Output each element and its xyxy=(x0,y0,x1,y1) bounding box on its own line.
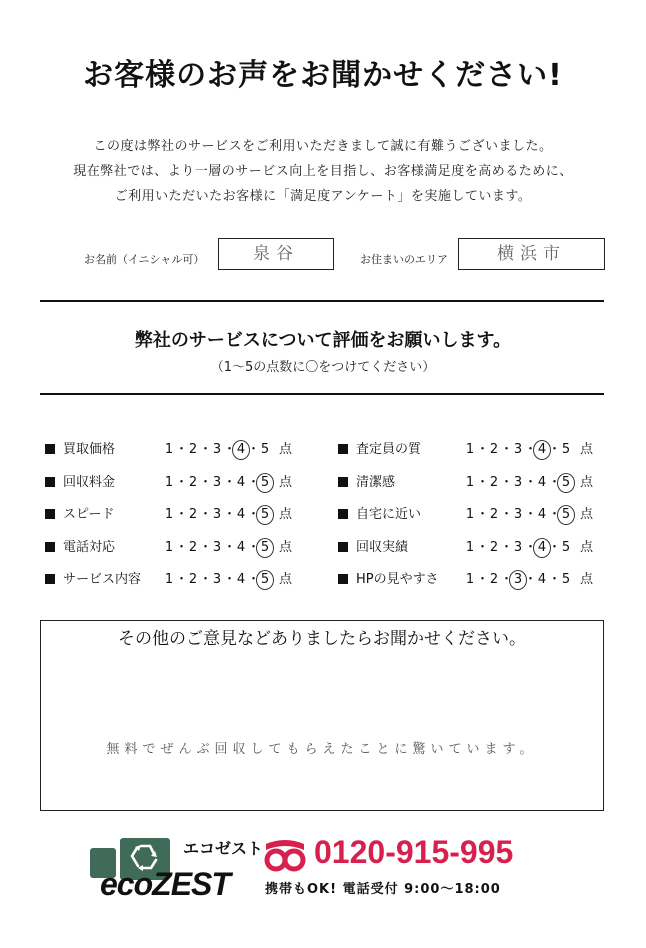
rating-label-text: 査定員の質 xyxy=(356,442,422,457)
scale-separator: ・ xyxy=(476,539,490,555)
scale-separator: ・ xyxy=(247,539,261,555)
scale-separator: ・ xyxy=(175,539,189,555)
rating-row xyxy=(338,568,598,588)
score-option[interactable]: 4 xyxy=(236,507,246,522)
name-value: 泉谷 xyxy=(253,244,299,264)
scale-separator: ・ xyxy=(500,507,514,522)
scale-separator: ・ xyxy=(199,507,213,522)
bullet-square-icon xyxy=(338,509,348,519)
comment-prompt: その他のご意見などありましたらお聞かせください。 xyxy=(118,629,526,649)
score-option-selected[interactable]: 3 xyxy=(513,572,523,587)
score-option[interactable]: 1 xyxy=(164,572,174,587)
score-unit: 点 xyxy=(279,572,293,587)
rating-row xyxy=(338,438,598,458)
rating-label-text: 清潔感 xyxy=(356,474,396,490)
score-option[interactable]: 3 xyxy=(212,474,222,490)
brand-name-jp: エコゼスト xyxy=(183,839,264,858)
scale-separator: ・ xyxy=(548,442,562,457)
scale-separator: ・ xyxy=(175,572,189,587)
reception-hours: 携帯もOK! 電話受付 9:00〜18:00 xyxy=(265,882,501,897)
scale-separator: ・ xyxy=(247,474,261,490)
name-label: お名前（イニシャル可） xyxy=(84,253,205,266)
rating-label xyxy=(338,471,395,490)
rating-label-text: 回収料金 xyxy=(63,474,116,490)
score-unit: 点 xyxy=(279,539,293,555)
bullet-square-icon xyxy=(338,574,348,584)
score-option[interactable]: 2 xyxy=(188,572,198,587)
rating-label-text: 回収実績 xyxy=(356,539,409,555)
rating-row xyxy=(45,568,305,588)
scale-separator: ・ xyxy=(199,474,213,490)
score-option[interactable]: 1 xyxy=(164,539,174,555)
scale-separator: ・ xyxy=(524,507,538,522)
score-option-selected[interactable]: 5 xyxy=(561,507,571,522)
rating-row xyxy=(45,438,305,458)
score-option[interactable]: 4 xyxy=(236,572,246,587)
score-option[interactable]: 2 xyxy=(489,474,499,490)
score-option[interactable]: 3 xyxy=(513,539,523,555)
bullet-square-icon xyxy=(45,542,55,552)
score-option[interactable]: 1 xyxy=(465,539,475,555)
scale-separator: ・ xyxy=(476,507,490,522)
area-value: 横浜市 xyxy=(497,244,566,264)
rating-row xyxy=(45,536,305,556)
area-label: お住まいのエリア xyxy=(360,253,448,266)
score-option[interactable]: 3 xyxy=(212,572,222,587)
rating-scale xyxy=(163,536,292,555)
score-option[interactable]: 2 xyxy=(188,539,198,555)
scale-separator: ・ xyxy=(548,474,562,490)
rating-scale xyxy=(464,471,593,490)
rating-row xyxy=(45,471,305,491)
rating-label-text: HPの見やすさ xyxy=(356,572,439,587)
rating-scale xyxy=(464,568,593,587)
score-option-selected[interactable]: 5 xyxy=(260,474,270,490)
rating-label-text: 買取価格 xyxy=(63,442,116,457)
score-option[interactable]: 1 xyxy=(164,474,174,490)
scale-separator: ・ xyxy=(199,572,213,587)
score-option[interactable]: 1 xyxy=(465,474,475,490)
score-option[interactable]: 5 xyxy=(260,442,270,457)
rating-label xyxy=(338,438,421,457)
scale-separator: ・ xyxy=(524,572,538,587)
score-option-selected[interactable]: 5 xyxy=(260,507,270,522)
rating-row xyxy=(45,503,305,523)
divider-top xyxy=(40,300,604,302)
rating-label xyxy=(338,503,421,522)
scale-separator: ・ xyxy=(548,507,562,522)
rating-scale xyxy=(163,438,292,457)
score-option[interactable]: 1 xyxy=(465,442,475,457)
scale-separator: ・ xyxy=(175,474,189,490)
intro-line-1: この度は弊社のサービスをご利用いただきまして誠に有難うございました。 xyxy=(93,139,553,154)
scale-separator: ・ xyxy=(247,507,261,522)
rating-row xyxy=(338,536,598,556)
score-option-selected[interactable]: 4 xyxy=(537,539,547,555)
scale-separator: ・ xyxy=(524,474,538,490)
score-option-selected[interactable]: 5 xyxy=(561,474,571,490)
score-option[interactable]: 2 xyxy=(188,442,198,457)
bullet-square-icon xyxy=(45,509,55,519)
score-unit: 点 xyxy=(580,572,594,587)
scale-separator: ・ xyxy=(500,442,514,457)
section-heading: 弊社のサービスについて評価をお願いします。 xyxy=(134,330,512,351)
score-option[interactable]: 1 xyxy=(465,572,475,587)
rating-label xyxy=(45,471,115,490)
score-unit: 点 xyxy=(279,442,293,457)
name-field[interactable] xyxy=(218,238,334,270)
scale-separator: ・ xyxy=(247,572,261,587)
score-option[interactable]: 1 xyxy=(164,442,174,457)
rating-label xyxy=(45,438,115,457)
score-option[interactable]: 3 xyxy=(513,507,523,522)
score-option[interactable]: 2 xyxy=(188,474,198,490)
scale-separator: ・ xyxy=(247,442,261,457)
rating-label-text: サービス内容 xyxy=(63,572,142,587)
scale-separator: ・ xyxy=(223,474,237,490)
bullet-square-icon xyxy=(45,574,55,584)
scale-separator: ・ xyxy=(548,572,562,587)
scale-separator: ・ xyxy=(223,442,237,457)
freedial-icon xyxy=(262,838,308,872)
scale-separator: ・ xyxy=(223,507,237,522)
scale-separator: ・ xyxy=(500,572,514,587)
rating-label xyxy=(45,503,114,522)
score-unit: 点 xyxy=(580,539,594,555)
score-option[interactable]: 2 xyxy=(188,507,198,522)
brand-name-en: ecoZEST xyxy=(100,866,230,902)
rating-scale xyxy=(464,503,593,522)
score-unit: 点 xyxy=(580,507,594,522)
score-option[interactable]: 2 xyxy=(489,507,499,522)
bullet-square-icon xyxy=(338,542,348,552)
score-option[interactable]: 4 xyxy=(537,474,547,490)
rating-label-text: スピード xyxy=(63,507,115,522)
section-subheading: （1〜5の点数に〇をつけてください） xyxy=(210,360,436,375)
scale-separator: ・ xyxy=(524,539,538,555)
scale-separator: ・ xyxy=(223,572,237,587)
rating-label xyxy=(45,536,115,555)
rating-scale xyxy=(464,536,593,555)
scale-separator: ・ xyxy=(175,442,189,457)
scale-separator: ・ xyxy=(199,539,213,555)
score-option-selected[interactable]: 4 xyxy=(236,442,246,457)
divider-bottom xyxy=(40,393,604,395)
score-option[interactable]: 2 xyxy=(489,572,499,587)
score-option[interactable]: 5 xyxy=(561,539,571,555)
score-option[interactable]: 3 xyxy=(513,474,523,490)
scale-separator: ・ xyxy=(500,474,514,490)
scale-separator: ・ xyxy=(524,442,538,457)
score-option[interactable]: 1 xyxy=(164,507,174,522)
score-option[interactable]: 3 xyxy=(513,442,523,457)
scale-separator: ・ xyxy=(476,572,490,587)
score-option[interactable]: 3 xyxy=(212,507,222,522)
bullet-square-icon xyxy=(45,444,55,454)
phone-number[interactable]: 0120-915-995 xyxy=(314,834,514,870)
intro-line-2: 現在弊社では、より一層のサービス向上を目指し、お客様満足度を高めるために、 xyxy=(73,164,573,179)
scale-separator: ・ xyxy=(548,539,562,555)
score-unit: 点 xyxy=(279,507,293,522)
scale-separator: ・ xyxy=(500,539,514,555)
intro-line-3: ご利用いただいたお客様に「満足度アンケート」を実施しています。 xyxy=(114,189,532,204)
bullet-square-icon xyxy=(45,477,55,487)
bullet-square-icon xyxy=(338,477,348,487)
score-option[interactable]: 4 xyxy=(236,539,246,555)
score-unit: 点 xyxy=(580,442,594,457)
rating-scale xyxy=(163,471,292,490)
score-option[interactable]: 2 xyxy=(489,539,499,555)
score-option[interactable]: 4 xyxy=(537,507,547,522)
score-option-selected[interactable]: 4 xyxy=(537,442,547,457)
scale-separator: ・ xyxy=(223,539,237,555)
rating-row xyxy=(338,471,598,491)
comment-text: 無料でぜんぶ回収してもらえたことに驚いています。 xyxy=(106,742,538,757)
bullet-square-icon xyxy=(338,444,348,454)
score-option-selected[interactable]: 5 xyxy=(260,572,270,587)
page-title: お客様のお声をお聞かせください! xyxy=(83,58,563,93)
score-option[interactable]: 2 xyxy=(489,442,499,457)
score-unit: 点 xyxy=(279,474,293,490)
score-option[interactable]: 4 xyxy=(537,572,547,587)
scale-separator: ・ xyxy=(199,442,213,457)
rating-label-text: 自宅に近い xyxy=(356,507,422,522)
score-option[interactable]: 5 xyxy=(561,442,571,457)
rating-label xyxy=(338,536,408,555)
rating-label-text: 電話対応 xyxy=(63,539,116,555)
score-option[interactable]: 3 xyxy=(212,442,222,457)
score-option[interactable]: 5 xyxy=(561,572,571,587)
score-option[interactable]: 1 xyxy=(465,507,475,522)
score-option-selected[interactable]: 5 xyxy=(260,539,270,555)
area-field[interactable] xyxy=(458,238,605,270)
score-option[interactable]: 4 xyxy=(236,474,246,490)
scale-separator: ・ xyxy=(476,442,490,457)
score-unit: 点 xyxy=(580,474,594,490)
rating-scale xyxy=(163,568,292,587)
rating-label xyxy=(338,568,439,587)
rating-scale xyxy=(464,438,593,457)
rating-label xyxy=(45,568,141,587)
rating-scale xyxy=(163,503,292,522)
rating-row xyxy=(338,503,598,523)
scale-separator: ・ xyxy=(175,507,189,522)
scale-separator: ・ xyxy=(476,474,490,490)
score-option[interactable]: 3 xyxy=(212,539,222,555)
